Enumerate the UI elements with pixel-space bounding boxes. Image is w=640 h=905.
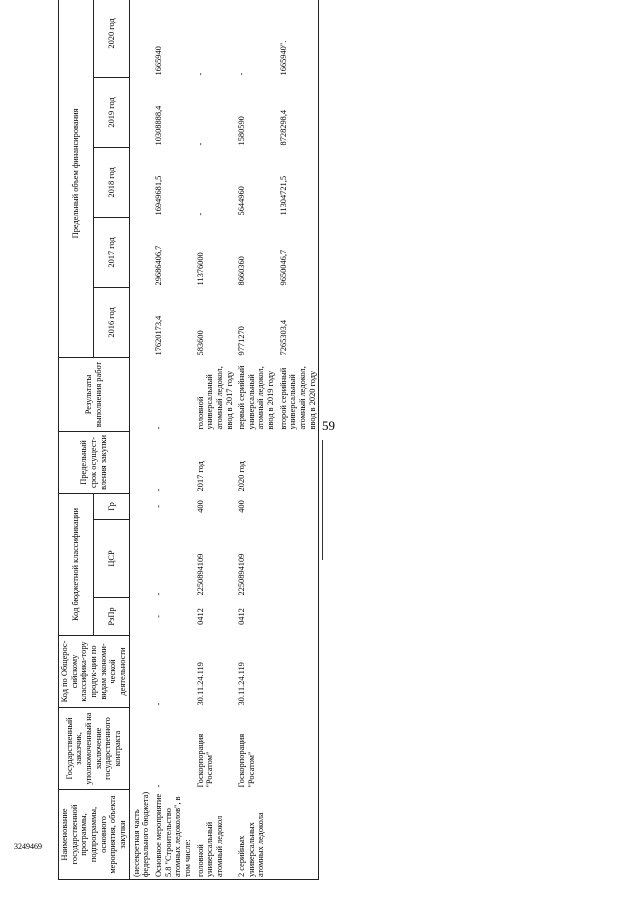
row-gr: 400 bbox=[237, 500, 247, 513]
table-row bbox=[235, 0, 277, 880]
row-2016: 17620173,4 bbox=[153, 315, 163, 356]
row-gr bbox=[277, 493, 319, 519]
row-2017 bbox=[129, 217, 152, 287]
header-funding: Предельный объем финансирования bbox=[59, 0, 94, 357]
row-okpd bbox=[129, 636, 152, 708]
header-row-1 bbox=[59, 0, 94, 880]
row-2017: 8660360 bbox=[237, 256, 247, 286]
row-csr bbox=[277, 520, 319, 598]
row-gr: - bbox=[153, 505, 163, 508]
row-2017: 11376000 bbox=[195, 252, 205, 286]
row-2017: 9650046,7 bbox=[278, 249, 288, 286]
row-customer bbox=[129, 708, 152, 790]
row-2016: 9771270 bbox=[237, 326, 247, 356]
row-results: второй серийный универсальный атомный ледокол, ввод в 2020 году bbox=[278, 366, 317, 430]
row-2020: - bbox=[237, 72, 247, 76]
header-2017: 2017 год bbox=[94, 217, 129, 287]
row-rzpr: - bbox=[153, 615, 163, 618]
row-deadline: 2020 год bbox=[237, 461, 247, 492]
row-2017: 29686406,7 bbox=[153, 245, 163, 286]
row-deadline: 2017 год bbox=[195, 461, 205, 492]
row-rzpr bbox=[277, 598, 319, 636]
header-2020: 2020 год bbox=[94, 0, 129, 77]
row-customer: - bbox=[153, 784, 163, 788]
header-name: Наименование государственной программы, подпрограммы, основного мероприятия, объекта закупки bbox=[59, 790, 130, 880]
page-number: 59 bbox=[322, 418, 335, 433]
table-row bbox=[152, 0, 194, 880]
header-kbk: Код бюджетной классификации bbox=[59, 493, 94, 635]
funding-table-rotated bbox=[58, 10, 546, 880]
row-rzpr: 0412 bbox=[195, 608, 205, 625]
header-2018: 2018 год bbox=[94, 147, 129, 217]
row-name: Основное мероприятие 5.8 "Строительство атомных ледоколов", в том числе: bbox=[153, 793, 192, 877]
row-2020: 1665940 bbox=[153, 46, 163, 76]
header-okpd: Код по Общерос-сийскому классифика-тору продук-ции по видам экономи-ческой деятельности bbox=[59, 636, 130, 708]
row-results: первый серийный универсальный атомный ледокол, ввод в 2019 году bbox=[237, 365, 276, 430]
header-gr: Гр bbox=[94, 493, 129, 519]
row-2018: 11304721,5 bbox=[278, 175, 288, 216]
row-name: головной универсальный атомный ледокол bbox=[195, 815, 224, 877]
header-deadline: Предельный срок осущест-вления закупки bbox=[59, 431, 130, 493]
row-okpd: 30.11.24.119 bbox=[195, 662, 205, 706]
funding-table bbox=[58, 0, 319, 880]
row-okpd: 30.11.24.119 bbox=[237, 662, 247, 706]
row-deadline bbox=[129, 431, 152, 493]
scan-id: 3249469 bbox=[14, 842, 42, 851]
row-csr: 2250894109 bbox=[237, 553, 247, 596]
table-row bbox=[129, 0, 152, 880]
row-2018: - bbox=[195, 212, 205, 216]
header-customer: Государственный заказчик, уполномоченный на заключение государственного контракта bbox=[59, 708, 130, 790]
row-name: 2 серийных универсальных атомных ледокола bbox=[237, 812, 266, 877]
row-gr bbox=[129, 493, 152, 519]
row-2018 bbox=[129, 147, 152, 217]
row-customer bbox=[277, 708, 319, 790]
header-results: Результаты выполнения работ bbox=[59, 357, 130, 431]
row-okpd bbox=[277, 636, 319, 708]
row-results: - bbox=[153, 426, 163, 430]
row-gr: 400 bbox=[195, 500, 205, 513]
row-name bbox=[277, 790, 319, 880]
row-deadline bbox=[277, 431, 319, 493]
row-2016: 7265303,4 bbox=[278, 319, 288, 356]
row-2020: 1665940". bbox=[278, 40, 288, 76]
row-2019 bbox=[129, 77, 152, 147]
header-2016: 2016 год bbox=[94, 287, 129, 357]
row-rzpr bbox=[129, 598, 152, 636]
row-csr bbox=[129, 520, 152, 598]
row-2019: 10308888,4 bbox=[153, 105, 163, 146]
row-customer: Госкорпорация "Росатом" bbox=[195, 733, 215, 788]
row-2019: - bbox=[195, 142, 205, 146]
row-2019: 8728298,4 bbox=[278, 109, 288, 146]
row-rzpr: 0412 bbox=[237, 608, 247, 625]
row-2018: 16949681,5 bbox=[153, 175, 163, 216]
row-2016: 583600 bbox=[195, 330, 205, 356]
header-rzpr: РзПр bbox=[94, 598, 129, 636]
row-2020: - bbox=[195, 72, 205, 76]
row-csr: - bbox=[153, 592, 163, 596]
row-okpd: - bbox=[153, 702, 163, 706]
row-csr: 2250894109 bbox=[195, 553, 205, 596]
row-2016 bbox=[129, 287, 152, 357]
row-deadline: - bbox=[153, 488, 163, 492]
table-row bbox=[194, 0, 236, 880]
row-2020 bbox=[129, 0, 152, 77]
header-2019: 2019 год bbox=[94, 77, 129, 147]
row-2018: 5644960 bbox=[237, 186, 247, 216]
row-results bbox=[129, 357, 152, 431]
header-csr: ЦСР bbox=[94, 520, 129, 598]
row-2019: 1580590 bbox=[237, 116, 247, 146]
row-name: (несекретная часть федерального бюджета) bbox=[131, 791, 151, 877]
row-results: головной универсальный атомный ледокол, ввод в 2017 году bbox=[195, 366, 234, 430]
row-customer: Госкорпорация "Росатом" bbox=[237, 733, 256, 788]
table-row bbox=[277, 0, 319, 880]
